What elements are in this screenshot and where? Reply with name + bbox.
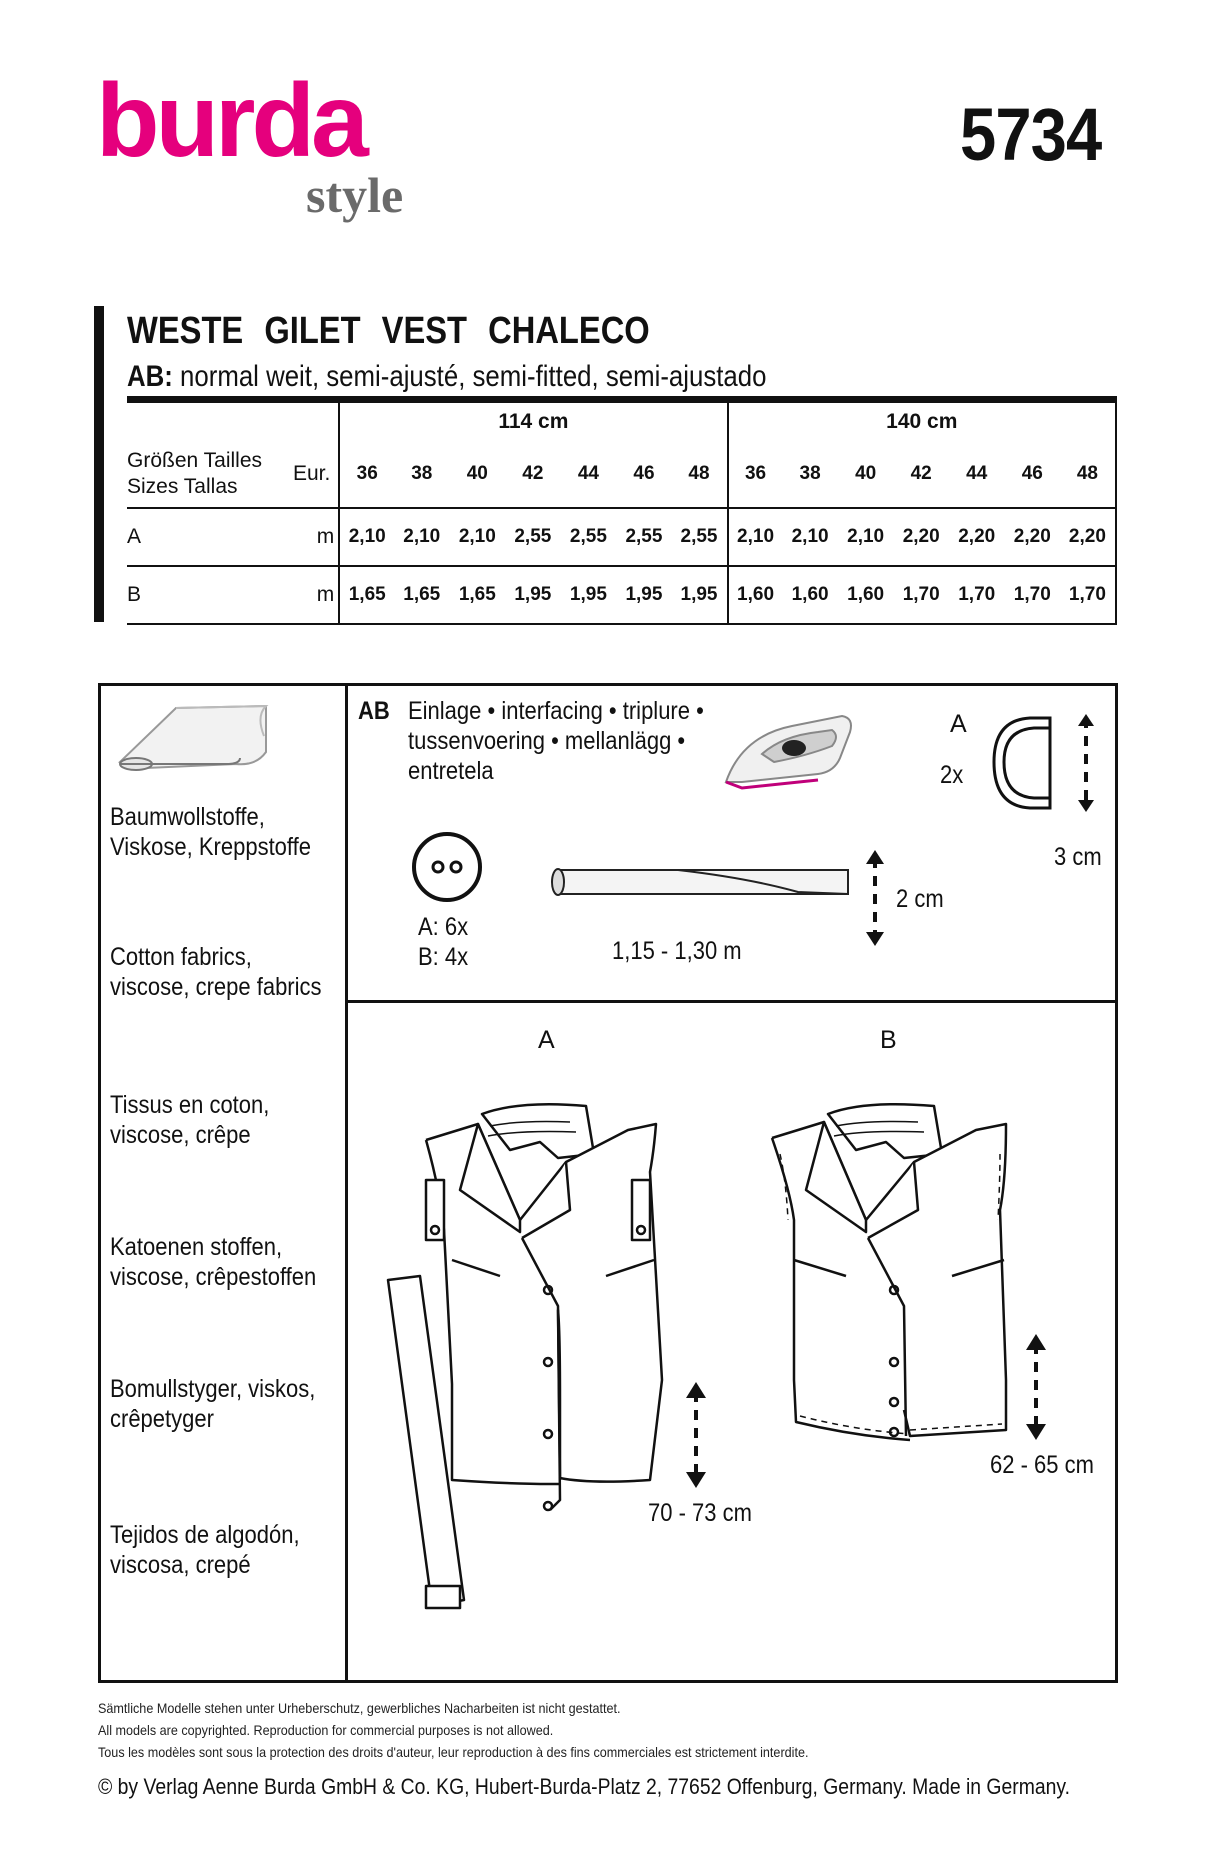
yardage-cell: 2,10	[838, 508, 894, 566]
yardage-cell: 2,55	[560, 508, 616, 566]
fabric-text-de: Baumwollstoffe, Viskose, Kreppstoffe	[110, 803, 311, 861]
title-side-bar	[94, 306, 104, 622]
size-cell: 40	[449, 442, 505, 508]
size-cell: 44	[949, 442, 1005, 508]
fabric-text-nl: Katoenen stoffen, viscose, crêpestoffen	[110, 1233, 317, 1291]
tape-width-arrow-icon	[860, 848, 890, 948]
yardage-cell: 2,55	[505, 508, 560, 566]
yardage-cell: 1,70	[894, 566, 949, 624]
yardage-cell: 1,70	[1060, 566, 1116, 624]
fabric-text-sv: Bomullstyger, viskos, crêpetyger	[110, 1375, 316, 1433]
size-cell: 42	[505, 442, 560, 508]
garment-title: WESTE GILET VEST CHALECO	[127, 310, 650, 352]
yardage-cell: 2,10	[394, 508, 449, 566]
yardage-cell: 1,65	[339, 566, 394, 624]
yardage-cell: 2,20	[1005, 508, 1060, 566]
yardage-cell: 1,60	[838, 566, 894, 624]
logo-style-text: style	[306, 167, 404, 223]
row-view-b: B	[127, 566, 285, 624]
length-arrow-a-icon	[676, 1380, 716, 1490]
yardage-cell: 2,55	[616, 508, 671, 566]
pattern-number: 5734	[960, 93, 1102, 176]
row-unit: m	[285, 508, 339, 566]
size-cell: 42	[894, 442, 949, 508]
row-unit: m	[285, 566, 339, 624]
length-arrow-b-icon	[1016, 1332, 1056, 1442]
yardage-cell: 2,10	[449, 508, 505, 566]
tape-length: 1,15 - 1,30 m	[612, 937, 742, 965]
yardage-cell: 1,95	[505, 566, 560, 624]
view-a-label: A	[538, 1026, 555, 1054]
yardage-cell: 2,10	[783, 508, 838, 566]
yardage-cell: 1,95	[560, 566, 616, 624]
yardage-cell: 2,10	[339, 508, 394, 566]
yardage-cell: 1,70	[1005, 566, 1060, 624]
yardage-cell: 1,65	[394, 566, 449, 624]
fit-text: normal weit, semi-ajusté, semi-fitted, semi-ajustado	[180, 360, 767, 393]
view-b-length: 62 - 65 cm	[990, 1451, 1094, 1479]
size-cell: 38	[394, 442, 449, 508]
logo-burda-text: burda	[96, 64, 365, 179]
fabric-text-fr: Tissus en coton, viscose, crêpe	[110, 1091, 270, 1149]
size-cell: 40	[838, 442, 894, 508]
yardage-cell: 1,70	[949, 566, 1005, 624]
size-system: Eur.	[285, 442, 339, 508]
yardage-cell: 2,20	[894, 508, 949, 566]
footer-copyright-fr: Tous les modèles sont sous la protection des droits d'auteur, leur reproduction à des fins commerciales est strictement interdite.	[98, 1744, 809, 1760]
d-ring-icon	[990, 712, 1100, 822]
ring-view-label: A	[950, 710, 967, 738]
width-header-114: 114 cm	[339, 400, 727, 442]
interfacing-views: AB	[358, 697, 390, 725]
size-cell: 46	[1005, 442, 1060, 508]
button-quantities: A: 6x B: 4x	[418, 913, 469, 971]
fit-description	[127, 360, 766, 394]
size-cell: 36	[728, 442, 783, 508]
view-a-length: 70 - 73 cm	[648, 1499, 752, 1527]
button-icon	[410, 830, 484, 904]
fabric-roll-icon	[116, 696, 276, 776]
size-cell: 46	[616, 442, 671, 508]
size-cell: 48	[1060, 442, 1116, 508]
yardage-cell: 2,10	[728, 508, 783, 566]
yardage-cell: 2,55	[671, 508, 727, 566]
fabric-requirements-table	[127, 396, 1117, 625]
size-cell: 36	[339, 442, 394, 508]
vest-view-b-drawing	[754, 1080, 1034, 1460]
fabric-text-es: Tejidos de algodón, viscosa, crepé	[110, 1521, 300, 1579]
size-cell: 44	[560, 442, 616, 508]
burda-style-logo	[96, 64, 436, 234]
iron-icon	[722, 706, 858, 790]
yardage-cell: 2,20	[949, 508, 1005, 566]
bias-tape-icon	[548, 848, 858, 948]
row-view-a: A	[127, 508, 285, 566]
size-cell: 48	[671, 442, 727, 508]
footer-copyright-de: Sämtliche Modelle stehen unter Urheberschutz, gewerbliches Nacharbeiten ist nicht gestattet.	[98, 1700, 621, 1716]
footer-copyright-en: All models are copyrighted. Reproduction for commercial purposes is not allowed.	[98, 1722, 554, 1738]
yardage-cell: 1,60	[783, 566, 838, 624]
size-cell: 38	[783, 442, 838, 508]
yardage-cell: 2,20	[1060, 508, 1116, 566]
fabric-column-divider	[345, 683, 348, 1683]
interfacing-text: Einlage • interfacing • triplure • tussenvoering • mellanlägg • entretela	[408, 697, 704, 785]
view-b-label: B	[880, 1026, 897, 1054]
yardage-cell: 1,95	[616, 566, 671, 624]
size-label: Größen Tailles Sizes Tallas	[127, 442, 285, 508]
publisher-copyright: © by Verlag Aenne Burda GmbH & Co. KG, Hubert-Burda-Platz 2, 77652 Offenburg, Germany. Made in Germany.	[98, 1774, 1071, 1799]
yardage-cell: 1,60	[728, 566, 783, 624]
fit-views: AB:	[127, 360, 173, 393]
vest-view-a-drawing	[370, 1080, 690, 1620]
width-header-140: 140 cm	[728, 400, 1116, 442]
ring-size: 3 cm	[1054, 843, 1102, 871]
fabric-text-en: Cotton fabrics, viscose, crepe fabrics	[110, 943, 322, 1001]
yardage-cell: 1,65	[449, 566, 505, 624]
ring-quantity: 2x	[940, 761, 964, 789]
notions-divider	[345, 1000, 1118, 1003]
yardage-cell: 1,95	[671, 566, 727, 624]
tape-width: 2 cm	[896, 885, 944, 913]
